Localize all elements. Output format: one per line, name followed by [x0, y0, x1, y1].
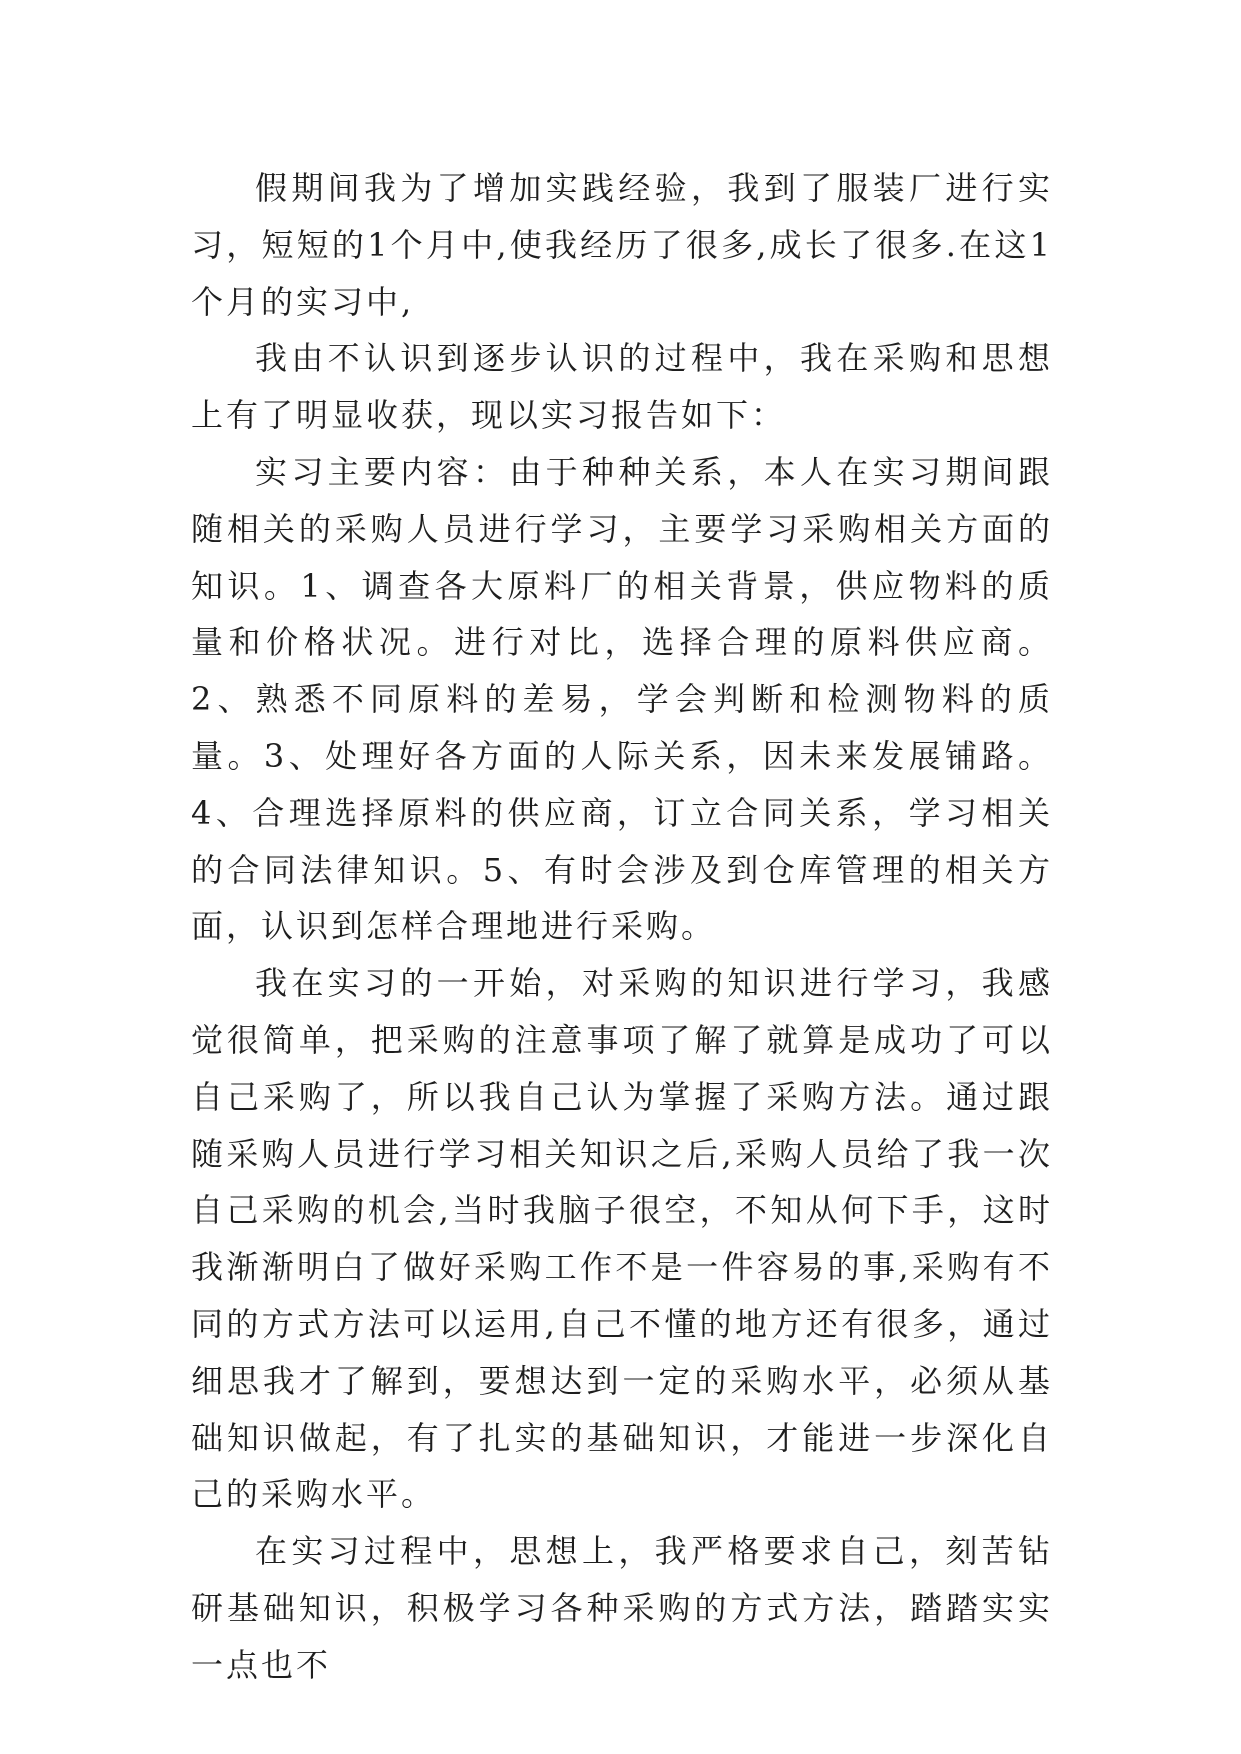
paragraph-2: 我由不认识到逐步认识的过程中，我在采购和思想上有了明显收获，现以实习报告如下： — [191, 339, 1053, 435]
paragraph-4: 我在实习的一开始，对采购的知识进行学习，我感觉很简单，把采购的注意事项了解了就算是成功了可以自己采购了，所以我自己认为掌握了采购方法。通过跟随采购人员进行学习相关知识之后,采购人员给了我一次自己采购的机会,当时我脑子很空，不知从何下手，这时我渐渐明白了做好采购工作不是一件容易的事,采购有不同的方式方法可以运用,自己不懂的地方还有很多，通过细思我才了解到，要想达到一定的采购水平，必须从基础知识做起，有了扎实的基础知识，才能进一步深化自己的采购水平。 — [191, 964, 1053, 1514]
document-body — [191, 160, 1053, 1694]
paragraph-5: 在实习过程中，思想上，我严格要求自己，刻苦钻研基础知识，积极学习各种采购的方式方法，踏踏实实一点也不 — [191, 1532, 1053, 1684]
paragraph-3: 实习主要内容：由于种种关系，本人在实习期间跟随相关的采购人员进行学习，主要学习采购相关方面的知识。1、调查各大原料厂的相关背景，供应物料的质量和价格状况。进行对比，选择合理的原料供应商。2、熟悉不同原料的差易，学会判断和检测物料的质量。3、处理好各方面的人际关系，因未来发展铺路。4、合理选择原料的供应商，订立合同关系，学习相关的合同法律知识。5、有时会涉及到仓库管理的相关方面，认识到怎样合理地进行采购。 — [191, 452, 1053, 946]
paragraph-1: 假期间我为了增加实践经验，我到了服装厂进行实习，短短的1个月中,使我经历了很多,成长了很多.在这1个月的实习中, — [191, 169, 1053, 321]
